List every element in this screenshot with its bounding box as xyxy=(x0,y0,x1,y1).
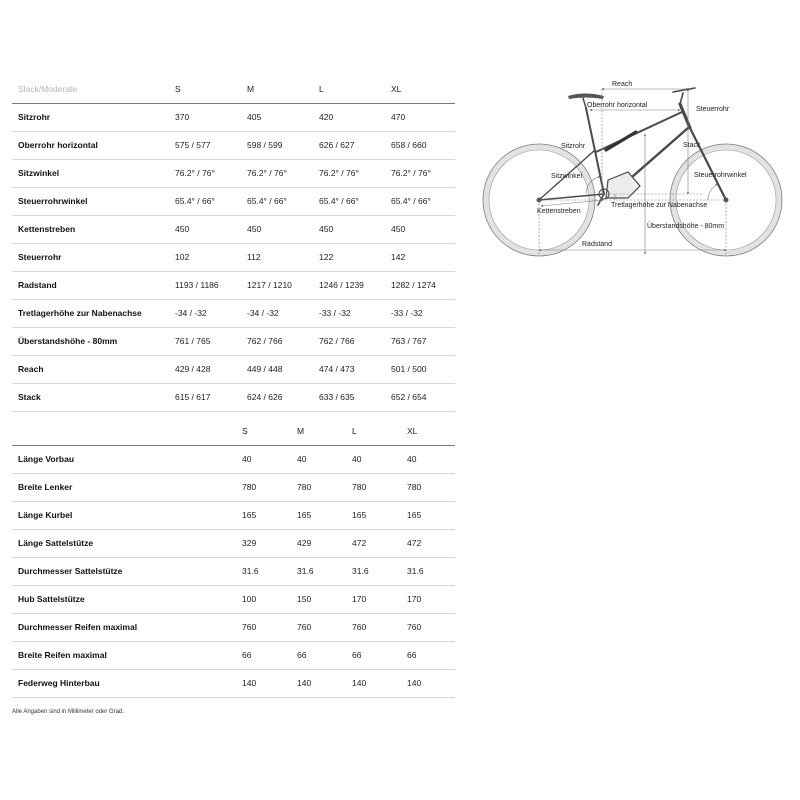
value-size-m: 150 xyxy=(297,594,312,604)
size-header-m: M xyxy=(247,84,255,94)
label-steuerrohr: Steuerrohr xyxy=(696,106,730,113)
row-label: Steuerrohrwinkel xyxy=(18,196,88,206)
value-size-xl: 658 / 660 xyxy=(391,140,427,150)
value-size-xl: -33 / -32 xyxy=(391,308,423,318)
value-size-l: -33 / -32 xyxy=(319,308,351,318)
row-label: Sitzwinkel xyxy=(18,168,60,178)
size-header-s: S xyxy=(175,84,181,94)
geometry-row-stack xyxy=(12,384,455,412)
value-size-s: 102 xyxy=(175,252,190,262)
fork xyxy=(690,128,726,200)
row-label: Hub Sattelstütze xyxy=(18,594,85,604)
value-size-xl: 501 / 500 xyxy=(391,364,427,374)
size-header-s: S xyxy=(242,426,248,436)
value-size-m: 112 xyxy=(247,252,261,262)
row-label: Reach xyxy=(18,364,44,374)
value-size-m: 65.4° / 66° xyxy=(247,196,287,206)
label-kettenstreben: Kettenstreben xyxy=(537,208,581,215)
value-size-l: 65.4° / 66° xyxy=(319,196,359,206)
value-size-m: 762 / 766 xyxy=(247,336,283,346)
value-size-m: 1217 / 1210 xyxy=(247,280,292,290)
value-size-m: 165 xyxy=(297,510,312,520)
row-label: Länge Kurbel xyxy=(18,510,73,520)
value-size-s: 1193 / 1186 xyxy=(175,280,219,290)
row-label: Tretlagerhöhe zur Nabenachse xyxy=(18,308,142,318)
value-size-m: 76.2° / 76° xyxy=(247,168,287,178)
value-size-xl: 66 xyxy=(407,650,417,660)
value-size-l: 472 xyxy=(352,538,367,548)
row-label: Durchmesser Sattelstütze xyxy=(18,566,123,576)
head-angle-arc xyxy=(708,184,718,200)
value-size-s: 140 xyxy=(242,678,257,688)
value-size-s: 760 xyxy=(242,622,257,632)
value-size-s: 761 / 765 xyxy=(175,336,211,346)
value-size-xl: 76.2° / 76° xyxy=(391,168,431,178)
row-label: Oberrohr horizontal xyxy=(18,140,98,150)
value-size-l: 1246 / 1239 xyxy=(319,280,364,290)
value-size-m: 449 / 448 xyxy=(247,364,283,374)
label-steuerrohrwinkel: Steuerrohrwinkel xyxy=(694,172,747,179)
value-size-l: 474 / 473 xyxy=(319,364,355,374)
value-size-m: 624 / 626 xyxy=(247,392,283,402)
value-size-xl: 760 xyxy=(407,622,422,632)
value-size-m: 405 xyxy=(247,112,262,122)
value-size-xl: 472 xyxy=(407,538,422,548)
value-size-l: 140 xyxy=(352,678,367,688)
value-size-m: 780 xyxy=(297,482,312,492)
geometry-table-header xyxy=(12,76,455,104)
value-size-s: 31.6 xyxy=(242,566,259,576)
value-size-xl: 31.6 xyxy=(407,566,424,576)
row-label: Steuerrohr xyxy=(18,252,62,262)
value-size-xl: 140 xyxy=(407,678,422,688)
row-label: Sitzrohr xyxy=(18,112,51,122)
value-size-s: 165 xyxy=(242,510,257,520)
value-size-l: 66 xyxy=(352,650,362,660)
row-label: Stack xyxy=(18,392,41,402)
value-size-m: 760 xyxy=(297,622,312,632)
component-row-breite-lenker xyxy=(12,474,455,502)
value-size-xl: 470 xyxy=(391,112,406,122)
saddle xyxy=(568,94,604,100)
value-size-l: 626 / 627 xyxy=(319,140,355,150)
value-size-m: 450 xyxy=(247,224,262,234)
label-stack: Stack xyxy=(683,142,701,149)
row-label: Überstandshöhe - 80mm xyxy=(18,336,118,346)
row-label: Kettenstreben xyxy=(18,224,76,234)
component-row-laenge-sattelstuetze xyxy=(12,530,455,558)
value-size-m: 429 xyxy=(297,538,312,548)
stem xyxy=(680,93,683,104)
value-size-s: 370 xyxy=(175,112,190,122)
geometry-row-kettenstreben xyxy=(12,216,455,244)
value-size-s: 429 / 428 xyxy=(175,364,211,374)
value-size-s: 329 xyxy=(242,538,257,548)
row-label: Breite Lenker xyxy=(18,482,73,492)
size-header-l: L xyxy=(352,426,357,436)
value-size-xl: 142 xyxy=(391,252,406,262)
value-size-m: 66 xyxy=(297,650,307,660)
size-header-l: L xyxy=(319,84,324,94)
geometry-row-steuerrohrwinkel xyxy=(12,188,455,216)
value-size-m: 40 xyxy=(297,454,307,464)
value-size-l: 780 xyxy=(352,482,367,492)
component-row-laenge-vorbau xyxy=(12,446,455,474)
geometry-row-steuerrohr xyxy=(12,244,455,272)
value-size-s: 575 / 577 xyxy=(175,140,211,150)
component-row-durchmesser-sattelstuetze xyxy=(12,558,455,586)
label-sitzwinkel: Sitzwinkel xyxy=(551,173,583,180)
components-table xyxy=(12,418,455,698)
value-size-xl: 652 / 654 xyxy=(391,392,427,402)
component-row-federweg-hinterbau xyxy=(12,670,455,698)
geometry-table xyxy=(12,76,455,412)
label-reach: Reach xyxy=(612,81,633,88)
value-size-s: 66 xyxy=(242,650,252,660)
value-size-l: 122 xyxy=(319,252,334,262)
component-row-laenge-kurbel xyxy=(12,502,455,530)
component-row-hub-sattelstuetze xyxy=(12,586,455,614)
handlebar xyxy=(673,88,695,92)
component-row-durchmesser-reifen xyxy=(12,614,455,642)
row-label: Radstand xyxy=(18,280,57,290)
label-tretlagerhoehe: Tretlagerhöhe zur Nabenachse xyxy=(611,202,708,209)
geometry-row-radstand xyxy=(12,272,455,300)
value-size-xl: 763 / 767 xyxy=(391,336,427,346)
value-size-m: 140 xyxy=(297,678,312,688)
value-size-l: 40 xyxy=(352,454,362,464)
head-tube xyxy=(680,104,690,128)
geometry-row-oberrohr-horizontal xyxy=(12,132,455,160)
geometry-row-tretlagerhoehe xyxy=(12,300,455,328)
value-size-xl: 450 xyxy=(391,224,406,234)
geometry-variant-label: Slack/Moderate xyxy=(18,84,78,94)
value-size-xl: 170 xyxy=(407,594,422,604)
label-sitzrohr: Sitzrohr xyxy=(561,143,586,150)
value-size-xl: 165 xyxy=(407,510,422,520)
value-size-l: 76.2° / 76° xyxy=(319,168,359,178)
components-table-header xyxy=(12,418,455,446)
value-size-l: 760 xyxy=(352,622,367,632)
row-label: Länge Vorbau xyxy=(18,454,75,464)
label-ueberstandshoehe: Überstandshöhe - 80mm xyxy=(647,223,725,230)
value-size-l: 762 / 766 xyxy=(319,336,355,346)
geometry-row-sitzrohr xyxy=(12,104,455,132)
value-size-l: 165 xyxy=(352,510,367,520)
value-size-l: 420 xyxy=(319,112,334,122)
label-oberrohr-horizontal: Oberrohr horizontal xyxy=(587,102,648,109)
size-header-m: M xyxy=(297,426,305,436)
rear-shock xyxy=(606,132,636,150)
value-size-m: 598 / 599 xyxy=(247,140,283,150)
geometry-row-ueberstandshoehe xyxy=(12,328,455,356)
row-label: Durchmesser Reifen maximal xyxy=(18,622,138,632)
value-size-s: -34 / -32 xyxy=(175,308,207,318)
row-label: Federweg Hinterbau xyxy=(18,678,100,688)
value-size-l: 170 xyxy=(352,594,367,604)
value-size-xl: 65.4° / 66° xyxy=(391,196,431,206)
value-size-l: 450 xyxy=(319,224,334,234)
value-size-xl: 40 xyxy=(407,454,417,464)
value-size-l: 31.6 xyxy=(352,566,369,576)
component-row-breite-reifen xyxy=(12,642,455,670)
geometry-row-sitzwinkel xyxy=(12,160,455,188)
bike-geometry-diagram xyxy=(478,70,790,265)
value-size-s: 65.4° / 66° xyxy=(175,196,215,206)
value-size-s: 780 xyxy=(242,482,257,492)
size-header-xl: XL xyxy=(407,426,418,436)
value-size-s: 40 xyxy=(242,454,252,464)
diagram-labels xyxy=(537,81,747,248)
value-size-s: 76.2° / 76° xyxy=(175,168,215,178)
value-size-s: 100 xyxy=(242,594,257,604)
geometry-row-reach xyxy=(12,356,455,384)
value-size-m: -34 / -32 xyxy=(247,308,279,318)
value-size-s: 450 xyxy=(175,224,190,234)
size-header-xl: XL xyxy=(391,84,402,94)
value-size-l: 633 / 635 xyxy=(319,392,355,402)
value-size-xl: 780 xyxy=(407,482,422,492)
row-label: Länge Sattelstütze xyxy=(18,538,94,548)
value-size-m: 31.6 xyxy=(297,566,314,576)
value-size-xl: 1282 / 1274 xyxy=(391,280,436,290)
value-size-s: 615 / 617 xyxy=(175,392,211,402)
footnote: Alle Angaben sind in Millimeter oder Grad. xyxy=(12,709,125,715)
label-radstand: Radstand xyxy=(582,241,612,248)
row-label: Breite Reifen maximal xyxy=(18,650,107,660)
seat-post xyxy=(583,98,586,108)
